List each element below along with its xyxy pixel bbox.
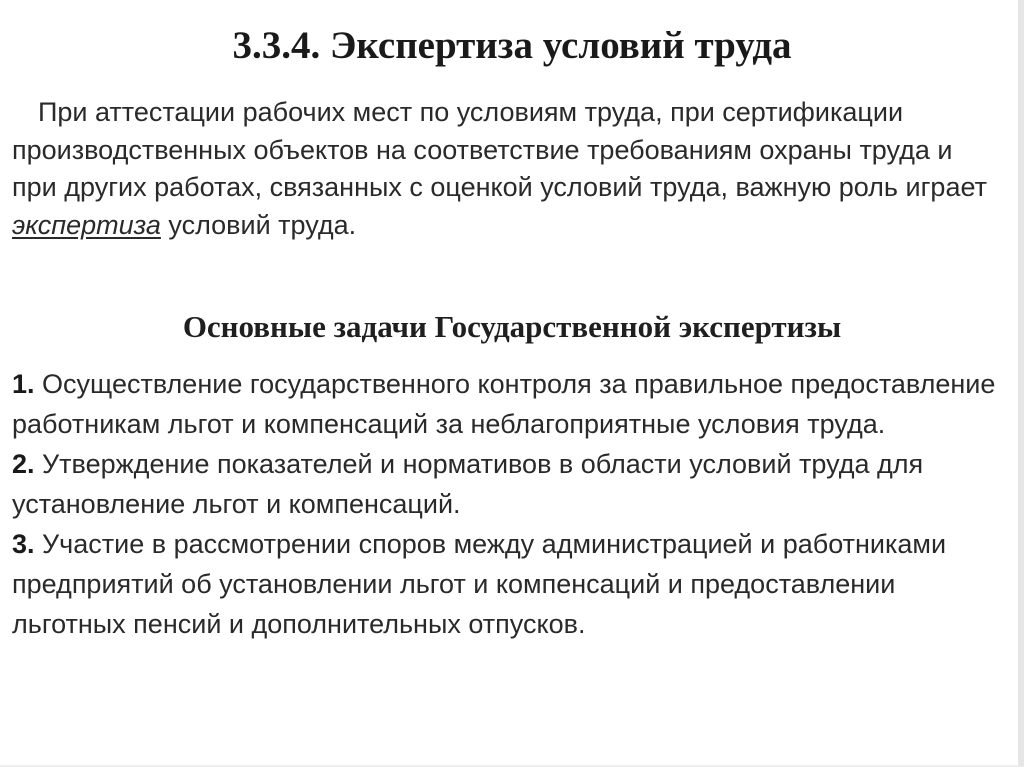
intro-emphasis-term: экспертиза bbox=[12, 209, 161, 240]
tasks-subheading: Основные задачи Государственной экспертизы bbox=[182, 309, 842, 344]
task-number: 2. bbox=[12, 449, 35, 479]
tasks-list bbox=[12, 364, 1012, 644]
intro-text-after: условий труда. bbox=[160, 209, 357, 240]
task-text: Утверждение показателей и нормативов в области условий труда для установление льгот и компенсаций. bbox=[12, 449, 924, 519]
task-item bbox=[12, 444, 1012, 524]
slide-title: 3.3.4. Экспертиза условий труда bbox=[232, 24, 792, 67]
task-item bbox=[12, 524, 1012, 644]
task-number: 3. bbox=[12, 529, 35, 559]
task-item bbox=[12, 364, 1012, 444]
intro-text-before: При аттестации рабочих мест по условиям труда, при сертификации производственных объектов на соответствие требованиям охраны труда и при других работах, связанных с оценкой условий труда, важную роль играет bbox=[12, 97, 987, 202]
task-text: Участие в рассмотрении споров между администрацией и работниками предприятий об установлении льгот и компенсаций и предоставлении льготных пенсий и дополнительных отпусков. bbox=[12, 529, 947, 639]
task-number: 1. bbox=[12, 369, 35, 399]
intro-paragraph bbox=[12, 94, 1002, 244]
task-text: Осуществление государственного контроля за правильное предоставление работникам льгот и компенсаций за неблагоприятные условия труда. bbox=[12, 369, 996, 439]
